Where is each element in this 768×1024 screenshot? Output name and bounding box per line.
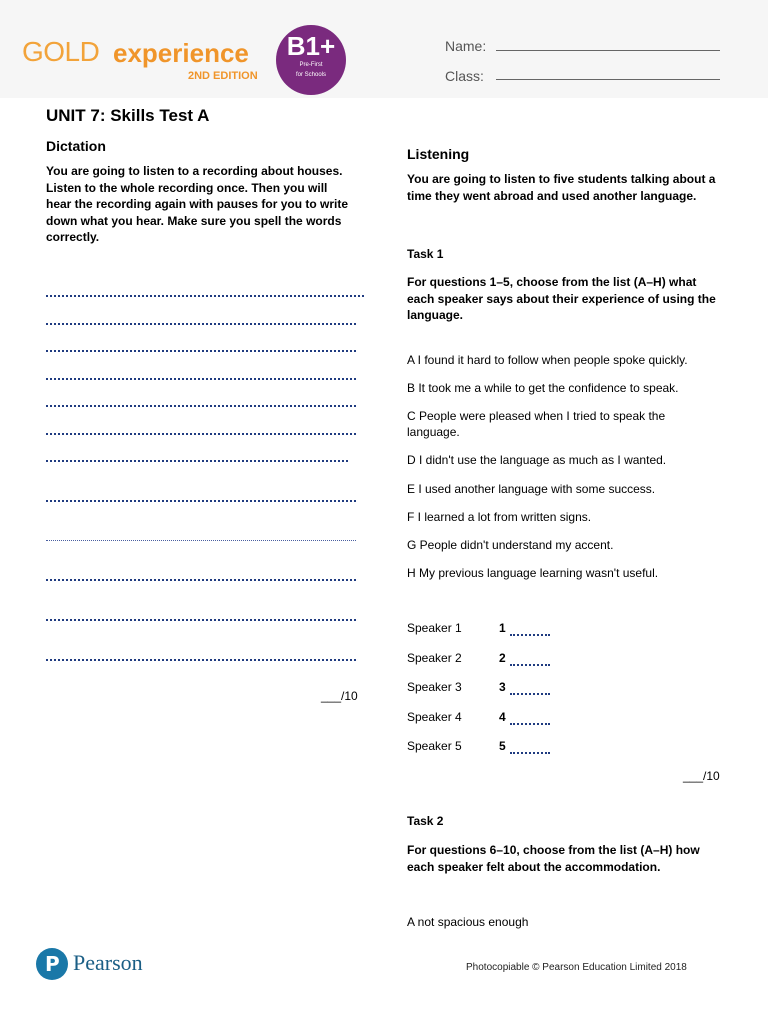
level-text: B1+ xyxy=(286,31,336,61)
task2-option-a: A not spacious enough xyxy=(407,915,529,929)
name-label: Name: xyxy=(445,38,487,54)
speaker-num-4: 4 xyxy=(499,710,506,724)
dictation-heading: Dictation xyxy=(46,138,106,154)
option-d: D I didn't use the language as much as I wanted. xyxy=(407,453,667,467)
answer-line-6[interactable] xyxy=(46,433,356,435)
level-sub-1: Pre-First xyxy=(299,62,323,68)
listening-intro: You are going to listen to five students talking about a time they went abroad and used another language. xyxy=(407,172,716,203)
answer-line-9[interactable] xyxy=(46,540,356,541)
name-field[interactable] xyxy=(496,50,720,51)
brand-logo-experience: experience xyxy=(113,38,249,68)
speaker-num-1: 1 xyxy=(499,621,506,635)
answer-line-1[interactable] xyxy=(46,295,364,297)
option-c: C People were pleased when I tried to speak the language. xyxy=(407,409,666,439)
speaker-answer-5[interactable] xyxy=(510,752,550,754)
answer-line-5[interactable] xyxy=(46,405,356,407)
speaker-answer-2[interactable] xyxy=(510,664,550,666)
answer-line-8[interactable] xyxy=(46,500,356,502)
speaker-label-3: Speaker 3 xyxy=(407,680,462,694)
class-label: Class: xyxy=(445,68,484,84)
option-g: G People didn't understand my accent. xyxy=(407,538,614,552)
option-f: F I learned a lot from written signs. xyxy=(407,510,592,524)
copyright-notice: Photocopiable © Pearson Education Limited 2018 xyxy=(466,962,687,973)
page-title: UNIT 7: Skills Test A xyxy=(46,106,210,125)
task1-instructions: For questions 1–5, choose from the list (A–H) what each speaker says about their experience of using the language. xyxy=(407,275,716,322)
speaker-label-4: Speaker 4 xyxy=(407,710,462,724)
answer-line-4[interactable] xyxy=(46,378,356,380)
brand-logo-gold: GOLD xyxy=(22,36,100,67)
speaker-answer-3[interactable] xyxy=(510,693,550,695)
answer-line-12[interactable] xyxy=(46,659,356,661)
answer-line-2[interactable] xyxy=(46,323,356,325)
dictation-score: ___/10 xyxy=(321,689,358,703)
task1-label: Task 1 xyxy=(407,247,444,261)
answer-line-3[interactable] xyxy=(46,350,356,352)
option-a: A I found it hard to follow when people spoke quickly. xyxy=(407,353,688,367)
task1-score: ___/10 xyxy=(683,769,720,783)
speaker-label-2: Speaker 2 xyxy=(407,651,462,665)
class-field[interactable] xyxy=(496,79,720,80)
answer-line-10[interactable] xyxy=(46,579,356,581)
listening-heading: Listening xyxy=(407,146,470,162)
edition-label: 2ND EDITION xyxy=(188,70,258,82)
option-h: H My previous language learning wasn't useful. xyxy=(407,566,659,580)
level-badge xyxy=(276,25,346,95)
speaker-answer-4[interactable] xyxy=(510,723,550,725)
speaker-num-2: 2 xyxy=(499,651,506,665)
option-b: B It took me a while to get the confidence to speak. xyxy=(407,381,679,395)
speaker-label-5: Speaker 5 xyxy=(407,739,462,753)
dictation-instructions: You are going to listen to a recording about houses. Listen to the whole recording once. Then you will hear the recording again with pauses for you to write down what you hear. Make sure you spell the words correctly. xyxy=(46,164,349,244)
speaker-label-1: Speaker 1 xyxy=(407,621,462,635)
speaker-answer-1[interactable] xyxy=(510,634,550,636)
speaker-num-5: 5 xyxy=(499,739,506,753)
pearson-logo-icon: P xyxy=(36,948,68,980)
pearson-wordmark: Pearson xyxy=(73,950,143,975)
task2-label: Task 2 xyxy=(407,814,444,828)
speaker-num-3: 3 xyxy=(499,680,506,694)
answer-line-11[interactable] xyxy=(46,619,356,621)
task2-instructions: For questions 6–10, choose from the list (A–H) how each speaker felt about the accommodation. xyxy=(407,843,700,874)
option-e: E I used another language with some success. xyxy=(407,482,656,496)
answer-line-7[interactable] xyxy=(46,460,348,462)
level-sub-2: for Schools xyxy=(295,72,326,78)
